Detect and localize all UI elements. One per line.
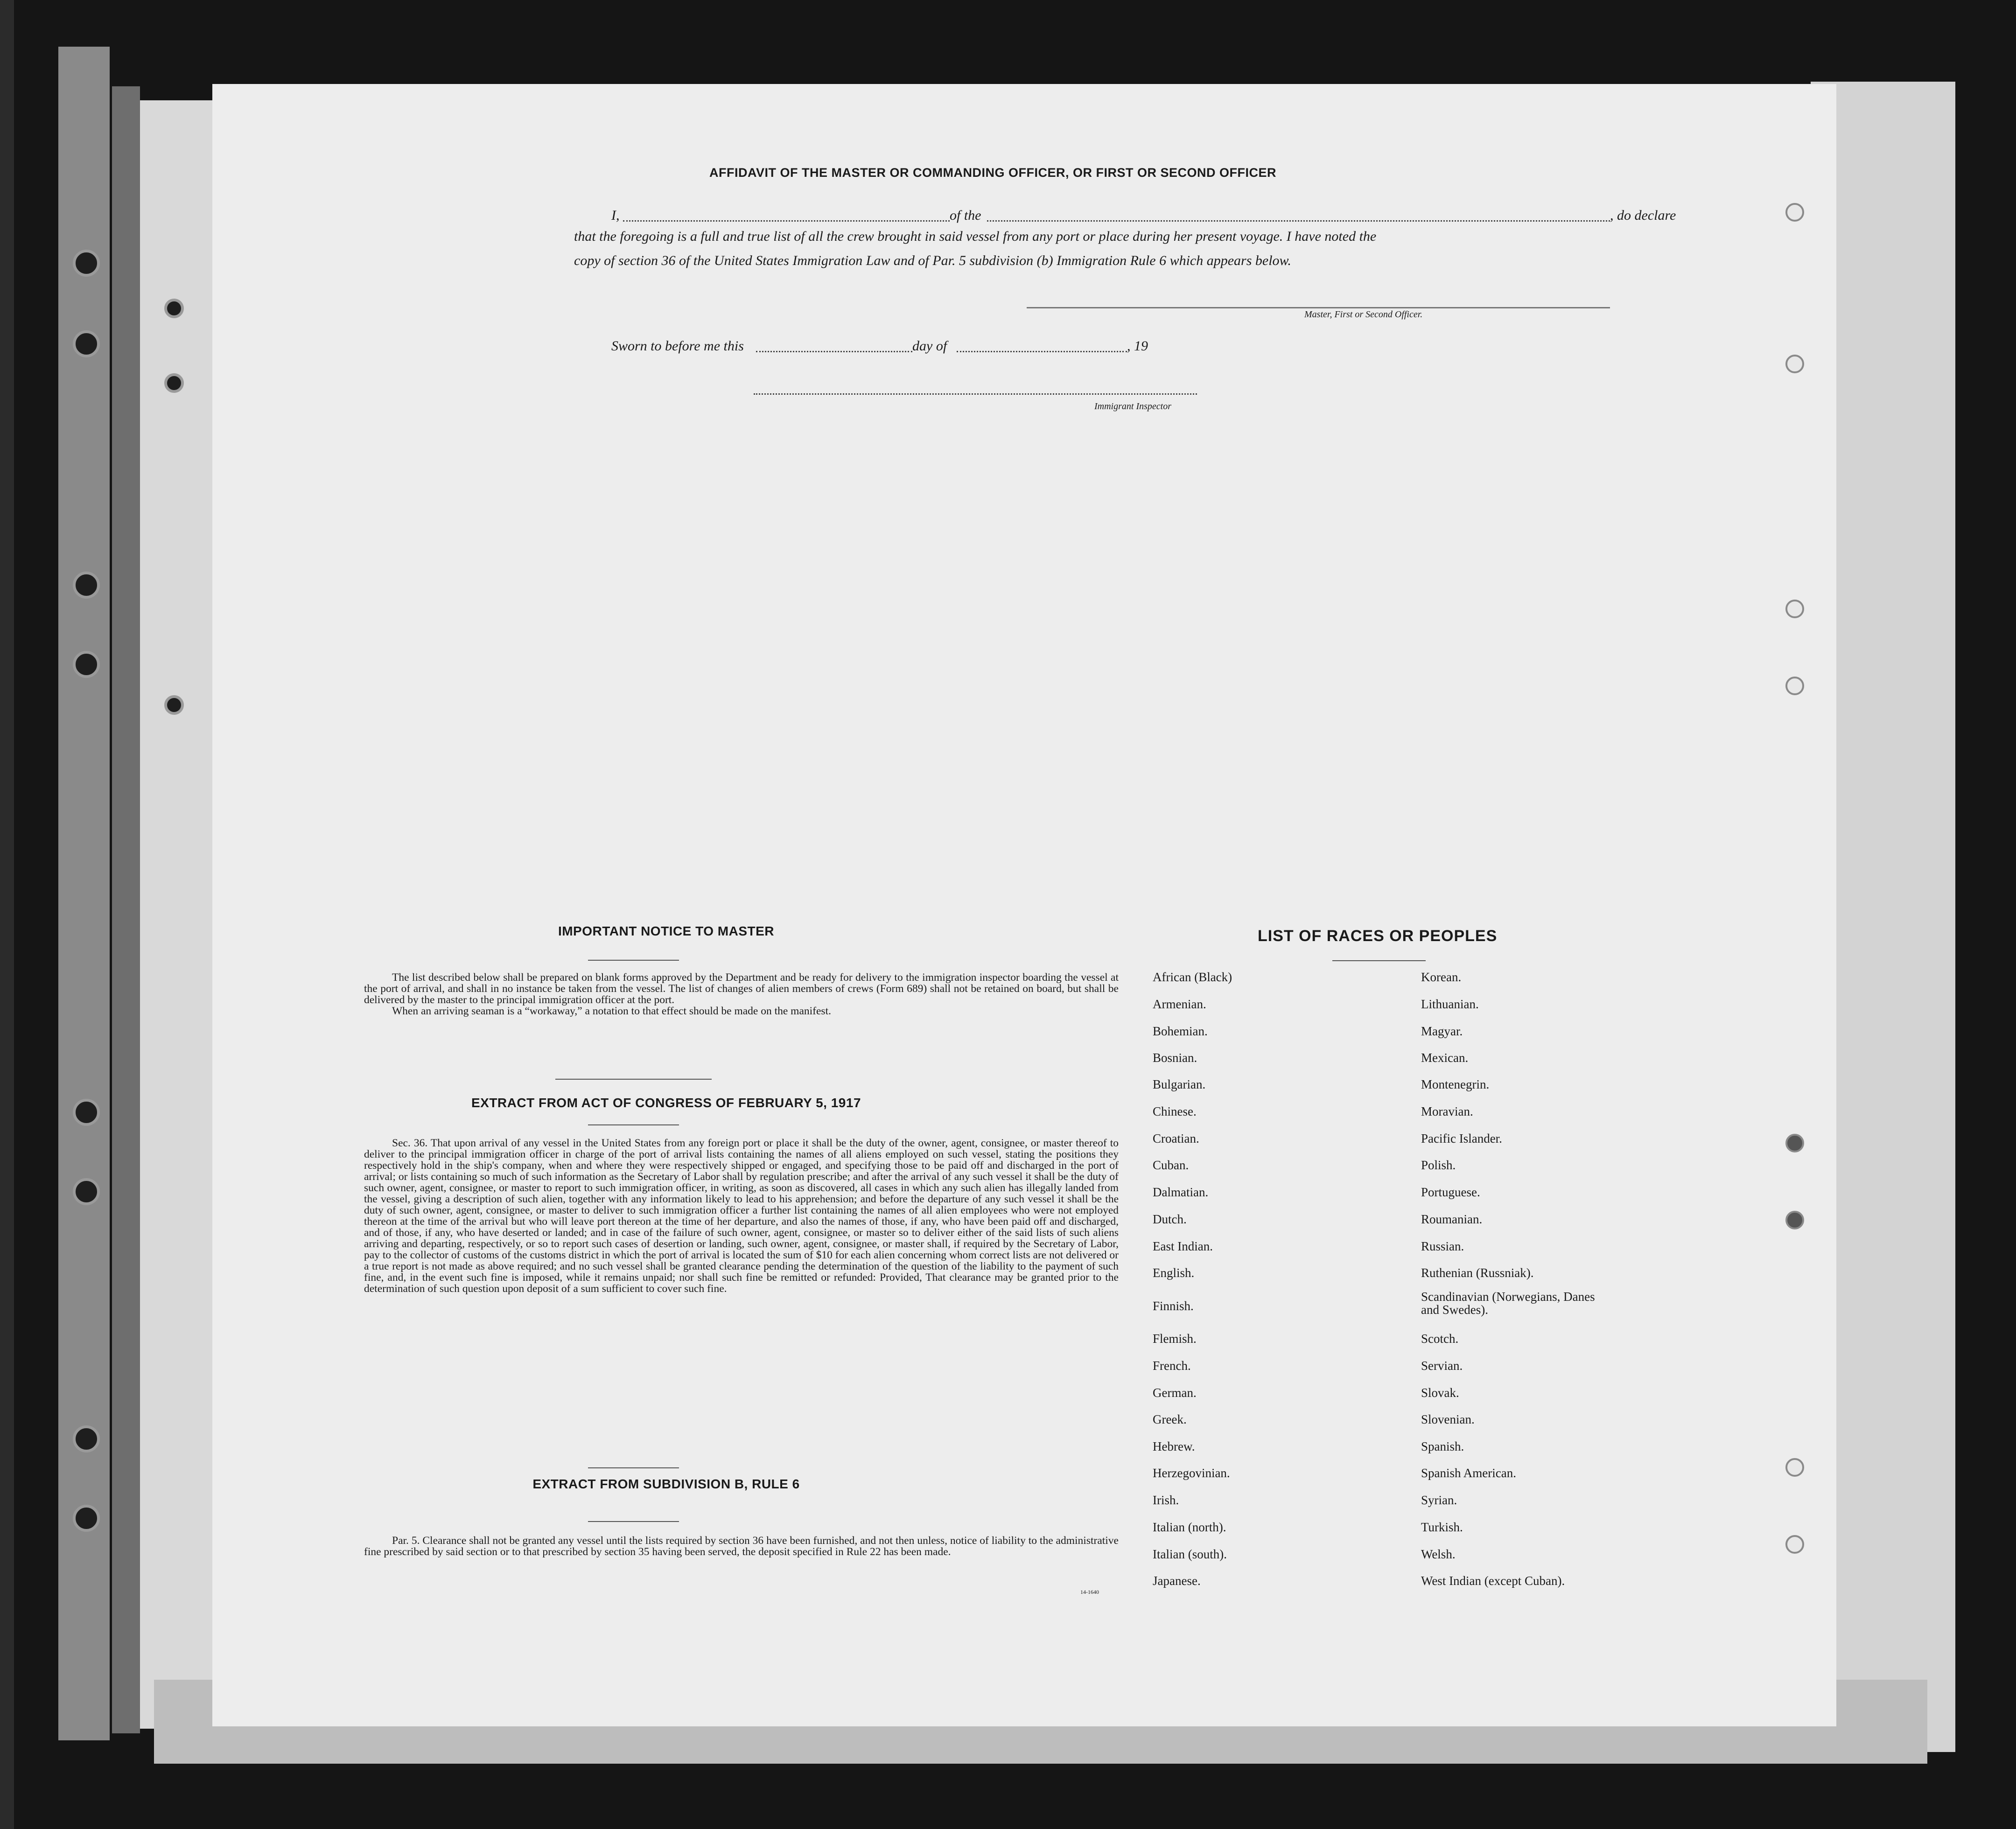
race-item: French. <box>1153 1359 1191 1373</box>
punch-hole <box>73 651 100 678</box>
race-item: Flemish. <box>1153 1332 1197 1346</box>
race-item: Croatian. <box>1153 1131 1199 1145</box>
race-item: Finnish. <box>1153 1299 1194 1313</box>
race-item: Dalmatian. <box>1153 1185 1209 1199</box>
ring-hole <box>1785 677 1804 695</box>
race-item: Ruthenian (Russniak). <box>1421 1266 1534 1280</box>
rule-extract-title: EXTRACT FROM SUBDIVISION B, RULE 6 <box>532 1477 800 1491</box>
divider <box>588 1521 679 1522</box>
race-item: Spanish. <box>1421 1439 1464 1453</box>
race-item: Russian. <box>1421 1239 1464 1253</box>
race-item: Herzegovinian. <box>1153 1466 1230 1480</box>
race-item: Cuban. <box>1153 1158 1189 1172</box>
race-item: Slovenian. <box>1421 1412 1475 1426</box>
affidavit-line-3: copy of section 36 of the United States Immigration Law and of Par. 5 subdivision (b) Immigration Rule 6 which appears below. <box>574 253 1291 268</box>
race-item: Polish. <box>1421 1158 1456 1172</box>
sworn-year-label: , 19 <box>1127 338 1148 354</box>
race-item: Montenegrin. <box>1421 1077 1490 1091</box>
sworn-month-field[interactable] <box>957 351 1127 352</box>
ring-hole <box>1785 1211 1804 1229</box>
race-item: Japanese. <box>1153 1574 1201 1588</box>
punch-hole <box>73 250 100 277</box>
race-item: Servian. <box>1421 1359 1463 1373</box>
race-item: English. <box>1153 1266 1195 1280</box>
sworn-day-of-label: day of <box>912 338 947 354</box>
race-item: Turkish. <box>1421 1520 1463 1534</box>
race-item: Lithuanian. <box>1421 997 1479 1011</box>
act-extract-title: EXTRACT FROM ACT OF CONGRESS OF FEBRUARY 5, 1917 <box>471 1096 861 1110</box>
divider <box>1332 960 1426 961</box>
race-item: African (Black) <box>1153 970 1232 984</box>
master-signature-label: Master, First or Second Officer. <box>1304 309 1423 320</box>
race-item: Irish. <box>1153 1493 1179 1507</box>
race-item: Welsh. <box>1421 1547 1456 1561</box>
race-item: Roumanian. <box>1421 1212 1483 1226</box>
race-item: Pacific Islander. <box>1421 1131 1502 1145</box>
race-item: Korean. <box>1421 970 1462 984</box>
race-item: Bosnian. <box>1153 1051 1197 1065</box>
race-item: Moravian. <box>1421 1104 1473 1118</box>
affidavit-title: AFFIDAVIT OF THE MASTER OR COMMANDING OFFICER, OR FIRST OR SECOND OFFICER <box>709 166 1276 180</box>
affidavit-declare-label: , do declare <box>1610 208 1676 223</box>
punch-hole <box>164 373 184 393</box>
race-item: German. <box>1153 1386 1197 1400</box>
binder-edge <box>0 0 14 1829</box>
race-item: West Indian (except Cuban). <box>1421 1574 1565 1588</box>
punch-hole <box>164 695 184 715</box>
race-item: Italian (south). <box>1153 1547 1227 1561</box>
notice-paragraph: The list described below shall be prepared on blank forms approved by the Department and be ready for delivery to the immigration inspector boarding the vessel at the port of arrival, and shall in no instance be taken from the vessel. The list of changes of alien members of crews (Form 689) shall not be retained on board, but shall be delivered by the master to the principal immigration officer at the port. <box>364 971 1119 1006</box>
divider <box>588 1124 679 1125</box>
race-item: East Indian. <box>1153 1239 1213 1253</box>
punch-hole <box>73 330 100 357</box>
document-page <box>212 84 1836 1726</box>
race-item: Bohemian. <box>1153 1024 1208 1038</box>
divider <box>555 1079 712 1080</box>
master-signature-line[interactable] <box>1027 307 1610 308</box>
race-item: Armenian. <box>1153 997 1206 1011</box>
affidavit-of-label: of the <box>950 208 981 223</box>
race-item: Chinese. <box>1153 1104 1197 1118</box>
rule-extract-body <box>364 1535 1119 1557</box>
races-title: LIST OF RACES OR PEOPLES <box>1258 927 1498 945</box>
race-item: Hebrew. <box>1153 1439 1195 1453</box>
ring-hole <box>1785 600 1804 618</box>
race-item: Mexican. <box>1421 1051 1469 1065</box>
ring-hole <box>1785 355 1804 373</box>
affidavit-line-2: that the foregoing is a full and true list of all the crew brought in said vessel from any port or place during her present voyage. I have noted the <box>574 229 1377 244</box>
race-item: Portuguese. <box>1421 1185 1480 1199</box>
ring-hole <box>1785 1458 1804 1477</box>
ring-hole <box>1785 1535 1804 1554</box>
notice-body <box>364 972 1119 1017</box>
binder-strip <box>58 47 110 1740</box>
vessel-name-field[interactable] <box>987 220 1610 222</box>
binder-strip-light <box>140 100 215 1729</box>
sworn-prefix: Sworn to before me this <box>611 338 744 354</box>
punch-hole <box>164 299 184 318</box>
sworn-day-field[interactable] <box>756 351 912 352</box>
punch-hole <box>73 1425 100 1452</box>
punch-hole <box>73 1178 100 1205</box>
race-item: Italian (north). <box>1153 1520 1226 1534</box>
notice-title: IMPORTANT NOTICE TO MASTER <box>558 924 775 938</box>
ring-hole <box>1785 203 1804 222</box>
divider <box>588 1467 679 1468</box>
race-item: Slovak. <box>1421 1386 1459 1400</box>
master-name-field[interactable] <box>623 220 950 222</box>
punch-hole <box>73 572 100 599</box>
race-item: Bulgarian. <box>1153 1077 1206 1091</box>
inspector-signature-label: Immigrant Inspector <box>1094 401 1171 412</box>
inspector-signature-line[interactable] <box>754 393 1197 395</box>
act-extract-body <box>364 1138 1119 1294</box>
ring-hole <box>1785 1134 1804 1152</box>
race-item: Magyar. <box>1421 1024 1463 1038</box>
race-item: Spanish American. <box>1421 1466 1516 1480</box>
punch-hole <box>73 1099 100 1126</box>
rule-extract-text: Par. 5. Clearance shall not be granted any vessel until the lists required by section 36 have been furnished, and not then unless, notice of liability to the administrative fine prescribed by said section or to that prescribed by section 35 having been served, the deposit specified in Rule 22 has been made. <box>364 1535 1119 1558</box>
notice-paragraph: When an arriving seaman is a “workaway,” a notation to that effect should be made on the manifest. <box>392 1005 831 1017</box>
race-item: Greek. <box>1153 1412 1187 1426</box>
race-item: Syrian. <box>1421 1493 1457 1507</box>
race-item: Scandinavian (Norwegians, Danes and Swedes). <box>1421 1290 1595 1317</box>
affidavit-i-label: I, <box>611 208 620 223</box>
binder-strip-dark <box>112 86 140 1733</box>
punch-hole <box>73 1505 100 1532</box>
divider <box>588 960 679 961</box>
race-item: Scotch. <box>1421 1332 1459 1346</box>
race-item: Dutch. <box>1153 1212 1187 1226</box>
act-extract-text: Sec. 36. That upon arrival of any vessel in the United States from any foreign port or place it shall be the duty of the owner, agent, consignee, or master thereof to deliver to the principal immigration officer in charge of the port of arrival lists containing the names of all aliens employed on such vessel, stating the positions they respectively hold in the ship's company, when and where they were respectively shipped or engaged, and specifying those to be paid off and discharged in the port of arrival; or lists containing so much of such information as the Secretary of Labor shall by regulation prescribe; and after the arrival of any such vessel it shall be the duty of such owner, agent, consignee, or master to report to such immigration officer, in writing, as soon as discovered, all cases in which any such alien has illegally landed from the vessel, giving a description of such alien, together with any information likely to lead to his apprehension; and before the departure of any such vessel it shall be the duty of such owner, agent, consignee, or master to deliver to such immigration officer a further list containing the names of all alien employees who were not employed thereon at the time of the arrival but who will leave port thereon at the time of her departure, and also the names of those, if any, who have been paid off and discharged, and of those, if any, who have deserted or landed; and in case of the failure of such owner, agent, consignee, or master so to deliver either of the said lists of such aliens arriving and departing, respectively, or so to report such cases of desertion or landing, such owner, agent, consignee, or master shall, if required by the Secretary of Labor, pay to the collector of customs of the customs district in which the port of arrival is located the sum of $10 for each alien concerning whom correct lists are not delivered or a true report is not made as above required; and no such vessel shall be granted clearance pending the determination of the question of the liability to the payment of such fine, and, in the event such fine is imposed, while it remains unpaid; nor shall such fine be remitted or refunded: Provided, That clearance may be granted prior to the determination of such question upon deposit of a sum sufficient to cover such fine. <box>364 1137 1119 1295</box>
form-number: 14-1640 <box>1080 1589 1099 1595</box>
